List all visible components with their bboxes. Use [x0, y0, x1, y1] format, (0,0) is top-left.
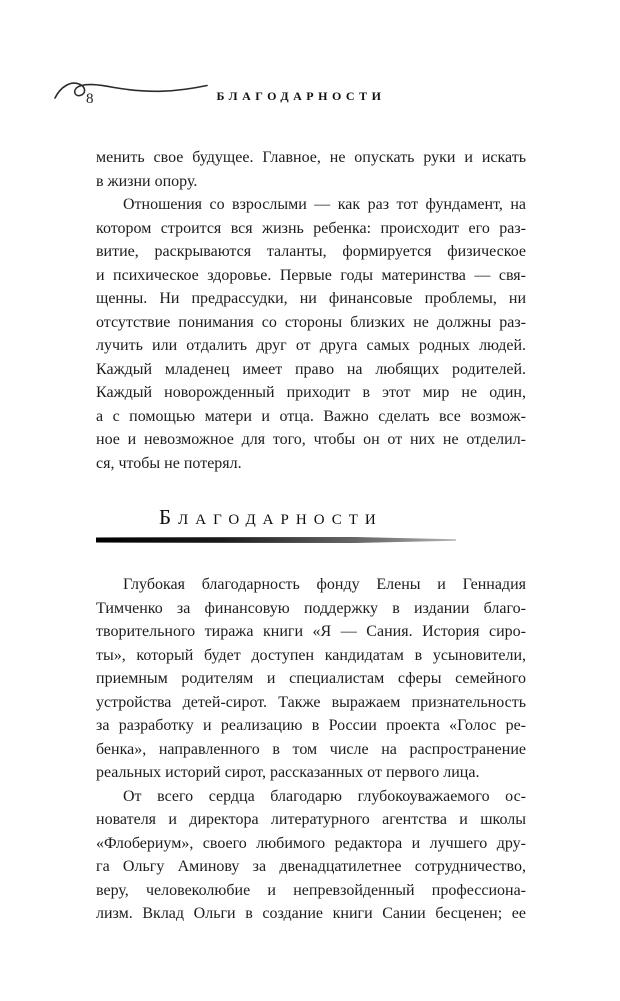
- text-line: отсутствие понимания со стороны близких не должны раз-: [96, 313, 526, 331]
- text-line: «Флобериум», своего любимого редактора и лучшего дру-: [96, 834, 526, 852]
- text-line: щенны. Ни предрассудки, ни финансовые проблемы, ни: [96, 290, 526, 307]
- text-line: нователя и директора литературного агентства и школы: [96, 811, 526, 828]
- text-line: приемным родителям и специалистам сферы семейного: [96, 670, 526, 687]
- text-line: ты», который будет доступен кандидатам в усыновители,: [96, 646, 526, 664]
- text-line: Отношения со взрослыми — как раз тот фундамент, на: [123, 196, 526, 213]
- page-header: [0, 0, 620, 120]
- text-line: ное и невозможное для того, чтобы он от них не отделил-: [96, 431, 526, 448]
- paragraph: [96, 193, 526, 475]
- text-line: От всего сердца благодарю глубокоуважаемого ос-: [123, 787, 526, 805]
- text-line: Каждый новорожденный приходит в этот мир не один,: [96, 384, 526, 401]
- text-line: котором строится вся жизнь ребенка: происходит его раз-: [96, 219, 526, 237]
- text-line: ся, чтобы не потерял.: [96, 454, 242, 472]
- text-line: Каждый младенец имеет право на любящих родителей.: [96, 360, 526, 378]
- text-line: Глубокая благодарность фонду Елены и Геннадия: [123, 576, 526, 593]
- running-header-title: БЛАГОДАРНОСТИ: [216, 89, 386, 103]
- text-line: устройства детей-сирот. Также выражаем признательность: [96, 693, 526, 711]
- text-line: творительного тиража книги «Я — Сания. История сиро-: [96, 623, 526, 640]
- text-line: и психическое здоровье. Первые годы материнства — свя-: [96, 266, 526, 284]
- text-line: га Ольгу Аминову за двенадцатилетнее сотрудничество,: [96, 858, 526, 875]
- section-divider-rule: [96, 537, 456, 543]
- section-heading: Благодарности: [159, 505, 383, 529]
- text-line: а с помощью матери и отца. Важно сделать все возмож-: [96, 407, 526, 425]
- text-line: лизм. Вклад Ольги в создание книги Сании бесценен; ее: [96, 905, 526, 922]
- text-line: витие, раскрываются таланты, формируется физическое: [96, 243, 526, 260]
- text-line: веру, человеколюбие и непревзойденный профессиона-: [96, 881, 526, 899]
- paragraph: [96, 146, 526, 193]
- paragraph: [96, 573, 526, 785]
- text-line: бенка», направленного в том числе на распространение: [96, 740, 526, 758]
- text-line: за разработку и реализацию в России проекта «Голос ре-: [96, 717, 526, 734]
- text-block: [96, 146, 526, 926]
- text-line: лучить или отдалить друг от друга самых родных людей.: [96, 337, 526, 354]
- paragraph: [96, 785, 526, 926]
- text-line: менить свое будущее. Главное, не опускать руки и искать: [96, 149, 526, 166]
- text-line: реальных историй сирот, рассказанных от первого лица.: [96, 764, 480, 781]
- text-line: в жизни опору.: [96, 172, 198, 190]
- page-number: 8: [86, 91, 94, 107]
- text-line: Тимченко за финансовую поддержку в издании благо-: [96, 599, 526, 617]
